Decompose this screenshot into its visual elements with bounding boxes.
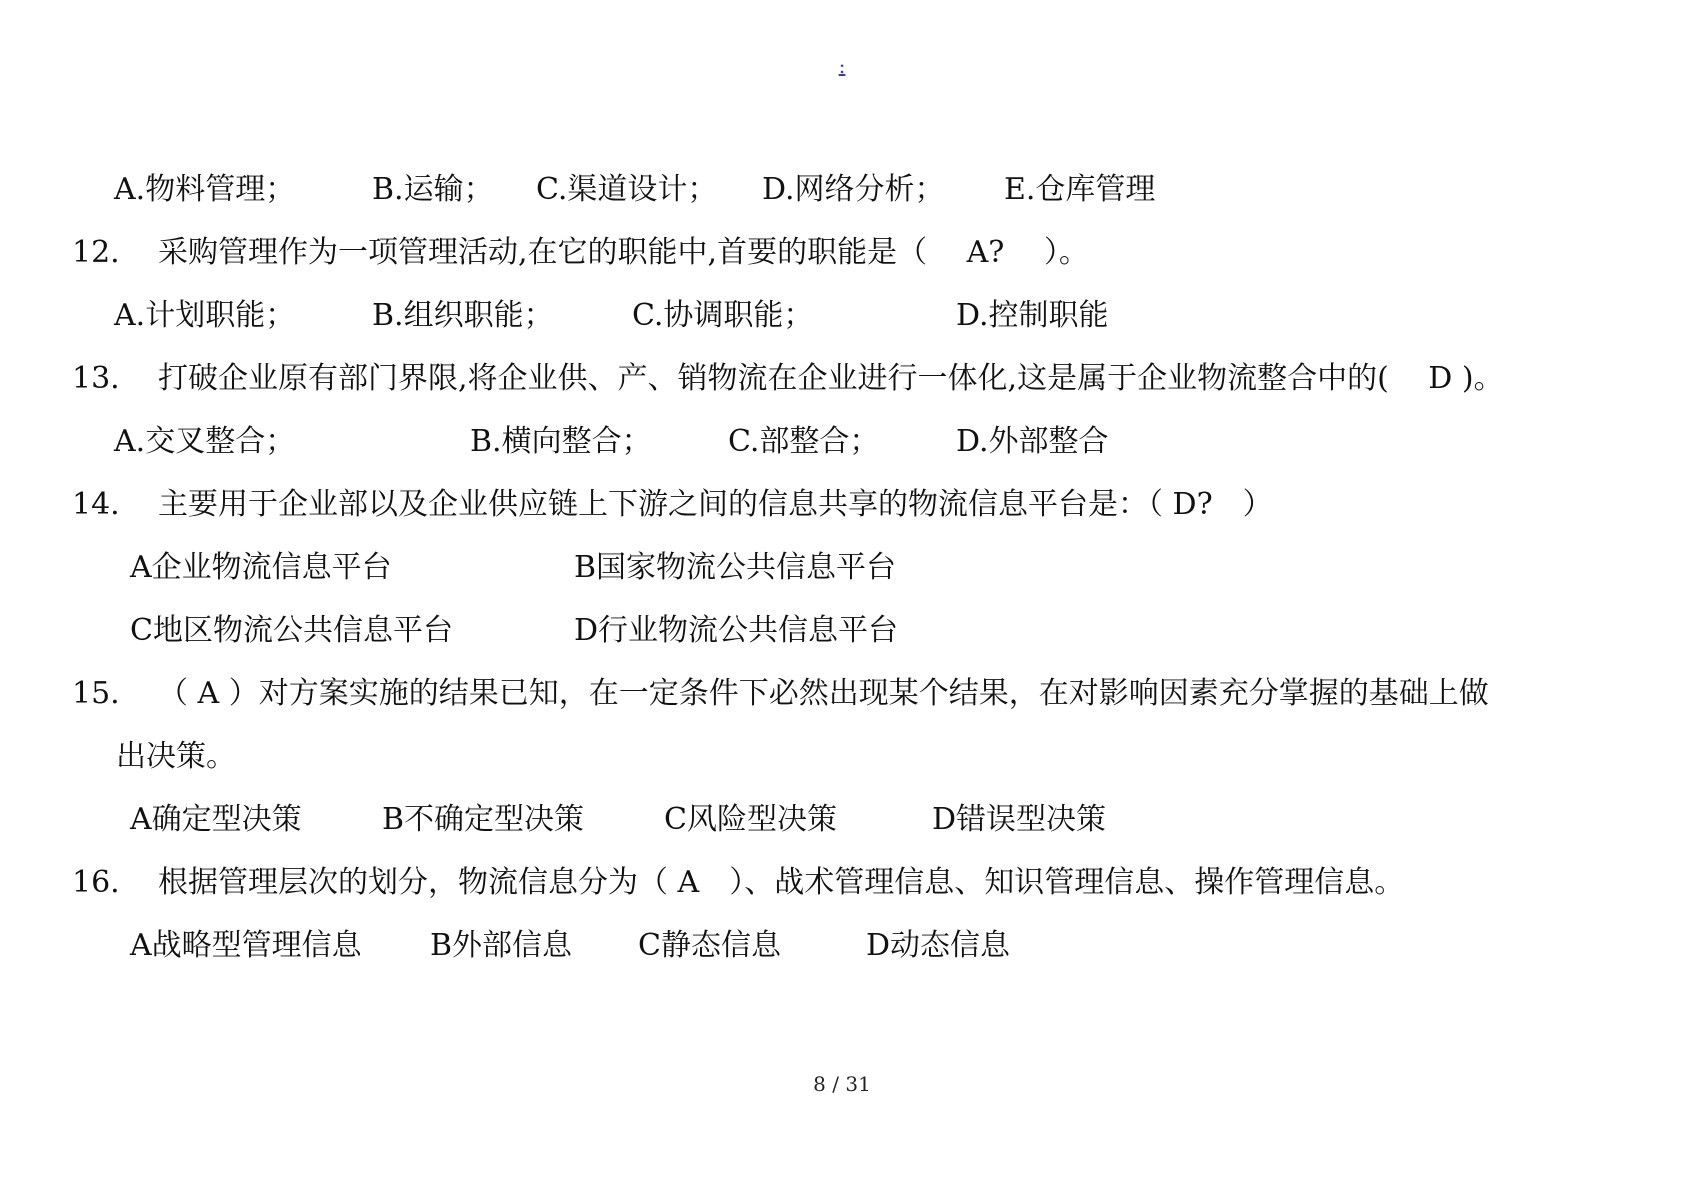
option-d: D行业物流公共信息平台 bbox=[574, 613, 899, 648]
option-b: B国家物流公共信息平台 bbox=[574, 550, 897, 585]
option-d: D动态信息 bbox=[866, 928, 1011, 963]
option-c: C风险型决策 bbox=[664, 802, 837, 837]
option-b: B.横向整合； bbox=[470, 424, 652, 459]
question-number: 13. bbox=[72, 361, 120, 396]
option-a: A.交叉整合； bbox=[114, 424, 296, 459]
option-d: D错误型决策 bbox=[932, 802, 1107, 837]
option-d: D.控制职能 bbox=[956, 298, 1109, 333]
option-a: A企业物流信息平台 bbox=[130, 550, 392, 585]
option-a: A确定型决策 bbox=[130, 802, 302, 837]
option-b: B.组织职能； bbox=[372, 298, 554, 333]
question-text: 根据管理层次的划分，物流信息分为（ A ）、战术管理信息、知识管理信息、操作管理信息。 bbox=[158, 865, 1405, 900]
question-text: 主要用于企业部以及企业供应链上下游之间的信息共享的物流信息平台是：（ D? ） bbox=[158, 487, 1273, 522]
question-text: （ A ）对方案实施的结果已知，在一定条件下必然出现某个结果，在对影响因素充分掌握的基础上做 bbox=[158, 676, 1489, 711]
header-mark[interactable]: : bbox=[838, 54, 846, 78]
option-c: C.部整合； bbox=[728, 424, 880, 459]
question-number: 14. bbox=[72, 487, 120, 522]
option-e: E.仓库管理 bbox=[1004, 172, 1156, 207]
option-a: A.计划职能； bbox=[114, 298, 296, 333]
option-c: C地区物流公共信息平台 bbox=[130, 613, 453, 648]
page-number: 8 / 31 bbox=[813, 1072, 871, 1096]
question-text-continued: 出决策。 bbox=[116, 739, 236, 774]
question-text: 采购管理作为一项管理活动,在它的职能中,首要的职能是（ A? ）。 bbox=[158, 235, 1089, 270]
option-c: C静态信息 bbox=[638, 928, 781, 963]
option-b: B.运输； bbox=[372, 172, 494, 207]
option-c: C.渠道设计； bbox=[536, 172, 718, 207]
option-b: B外部信息 bbox=[430, 928, 573, 963]
option-c: C.协调职能； bbox=[632, 298, 814, 333]
option-a: A战略型管理信息 bbox=[130, 928, 362, 963]
option-d: D.网络分析； bbox=[762, 172, 945, 207]
option-a: A.物料管理； bbox=[114, 172, 296, 207]
option-b: B不确定型决策 bbox=[382, 802, 585, 837]
question-number: 12. bbox=[72, 235, 120, 270]
question-number: 15. bbox=[72, 676, 120, 711]
question-number: 16. bbox=[72, 865, 120, 900]
question-text: 打破企业原有部门界限,将企业供、产、销物流在企业进行一体化,这是属于企业物流整合中的( D )。 bbox=[158, 361, 1504, 396]
option-d: D.外部整合 bbox=[956, 424, 1109, 459]
